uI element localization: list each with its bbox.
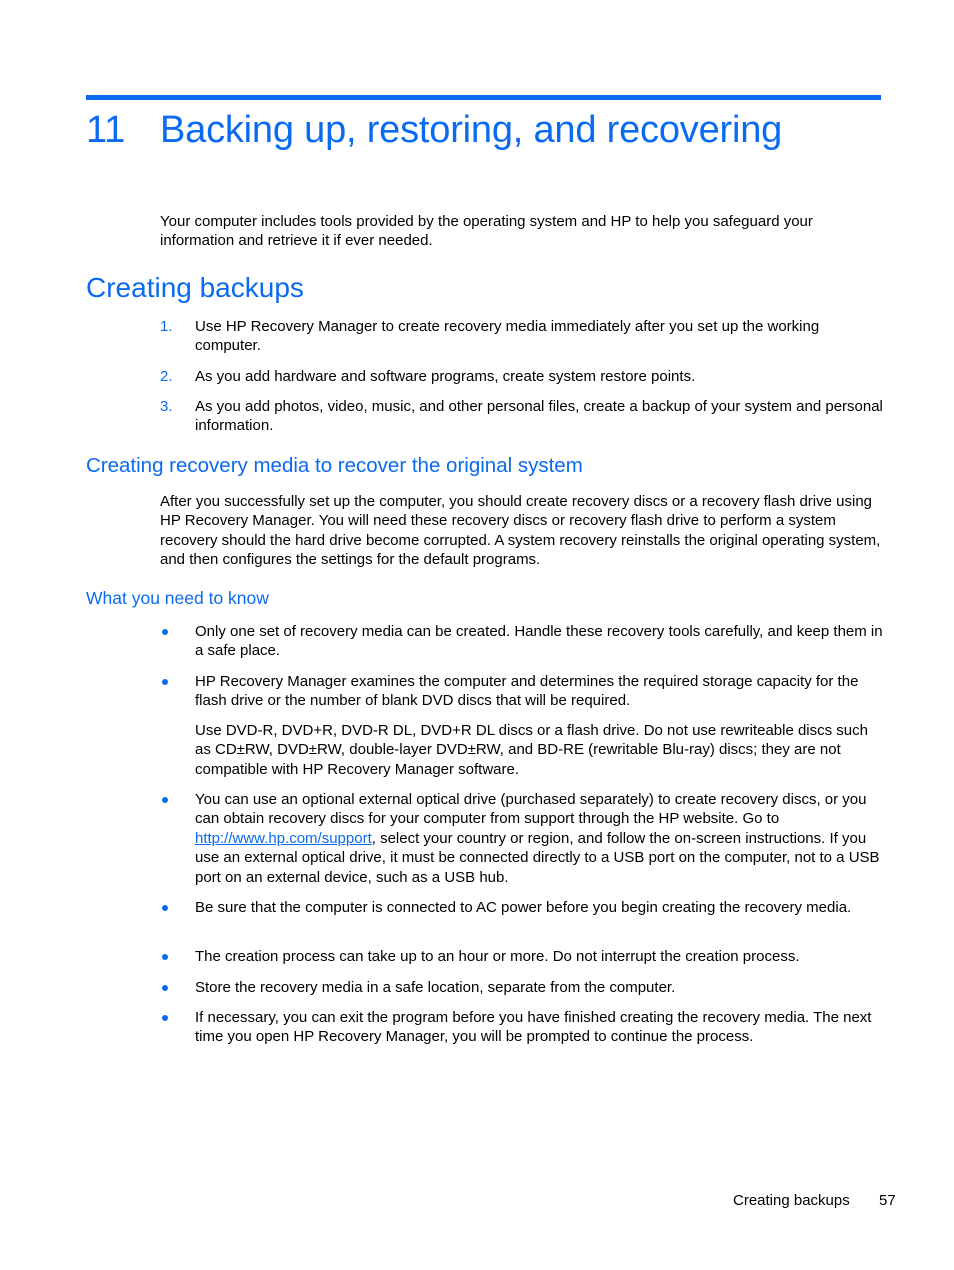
step-number: 1. [160,318,173,335]
section-heading-creating-backups: Creating backups [86,272,304,303]
intro-paragraph: Your computer includes tools provided by the operating system and HP to help you safeguard your information and retrieve it if ever needed. [160,213,813,250]
bullet-continuation-text: Use DVD-R, DVD+R, DVD-R DL, DVD+R DL discs or a flash drive. Do not use rewriteable discs such as CD±RW, DVD±RW, double-layer DVD±RW, and BD-RE (rewritable Blu-ray) discs; they are not compatible with HP Recovery Manager software. [195,722,868,778]
bullet-text: Only one set of recovery media can be created. Handle these recovery tools carefully, and keep them in a safe place. [195,623,883,660]
chapter-title [86,106,782,154]
step-number: 2. [160,368,173,385]
bullet-text: If necessary, you can exit the program before you have finished creating the recovery media. The next time you open HP Recovery Manager, you will be prompted to continue the process. [195,1009,872,1046]
section-heading-what-you-need: What you need to know [86,588,269,608]
footer-section-title: Creating backups [733,1192,850,1209]
bullet-icon [162,629,168,635]
bullet-text: Store the recovery media in a safe location, separate from the computer. [195,979,676,996]
bullet-text: The creation process can take up to an hour or more. Do not interrupt the creation process. [195,948,800,965]
recovery-media-paragraph: After you successfully set up the computer, you should create recovery discs or a recovery flash drive using HP Recovery Manager. You will need these recovery discs or recovery flash drive to perform a system recovery should the hard drive become corrupted. A system recovery reinstalls the original operating system, and then configures the settings for the default programs. [160,493,881,569]
step-text: Use HP Recovery Manager to create recovery media immediately after you set up the working computer. [195,318,820,355]
chapter-rule [86,95,881,100]
bullet-icon [162,985,168,991]
step-text: As you add hardware and software programs, create system restore points. [195,368,696,385]
bullet-icon [162,1015,168,1021]
footer-page-number: 57 [879,1192,896,1209]
chapter-number: 11 [86,109,126,151]
bullet-text: Be sure that the computer is connected to AC power before you begin creating the recovery media. [195,899,852,916]
bullet-icon [162,679,168,685]
bullet-icon [162,954,168,960]
section-heading-recovery-media: Creating recovery media to recover the original system [86,454,583,477]
bullet-icon [162,797,168,803]
bullet-text-after-link: , select your country or region, and follow the on-screen instructions. If you use an external optical drive, it must be connected directly to a USB port on the computer, not to a USB port on an external device, such as a USB hub. [195,829,880,886]
bullet-icon [162,905,168,911]
step-number: 3. [160,398,173,415]
step-text: As you add photos, video, music, and other personal files, create a backup of your system and personal information. [195,398,883,435]
bullet-text [195,790,885,887]
hp-support-link[interactable]: http://www.hp.com/support [195,829,372,847]
chapter-title-text: Backing up, restoring, and recovering [160,109,783,151]
bullet-text: HP Recovery Manager examines the computer and determines the required storage capacity for the flash drive or the number of blank DVD discs that will be required. [195,673,859,710]
bullet-text-before-link: You can use an optional external optical drive (purchased separately) to create recovery discs, or you can obtain recovery discs for your computer from support through the HP website. Go to [195,791,867,828]
